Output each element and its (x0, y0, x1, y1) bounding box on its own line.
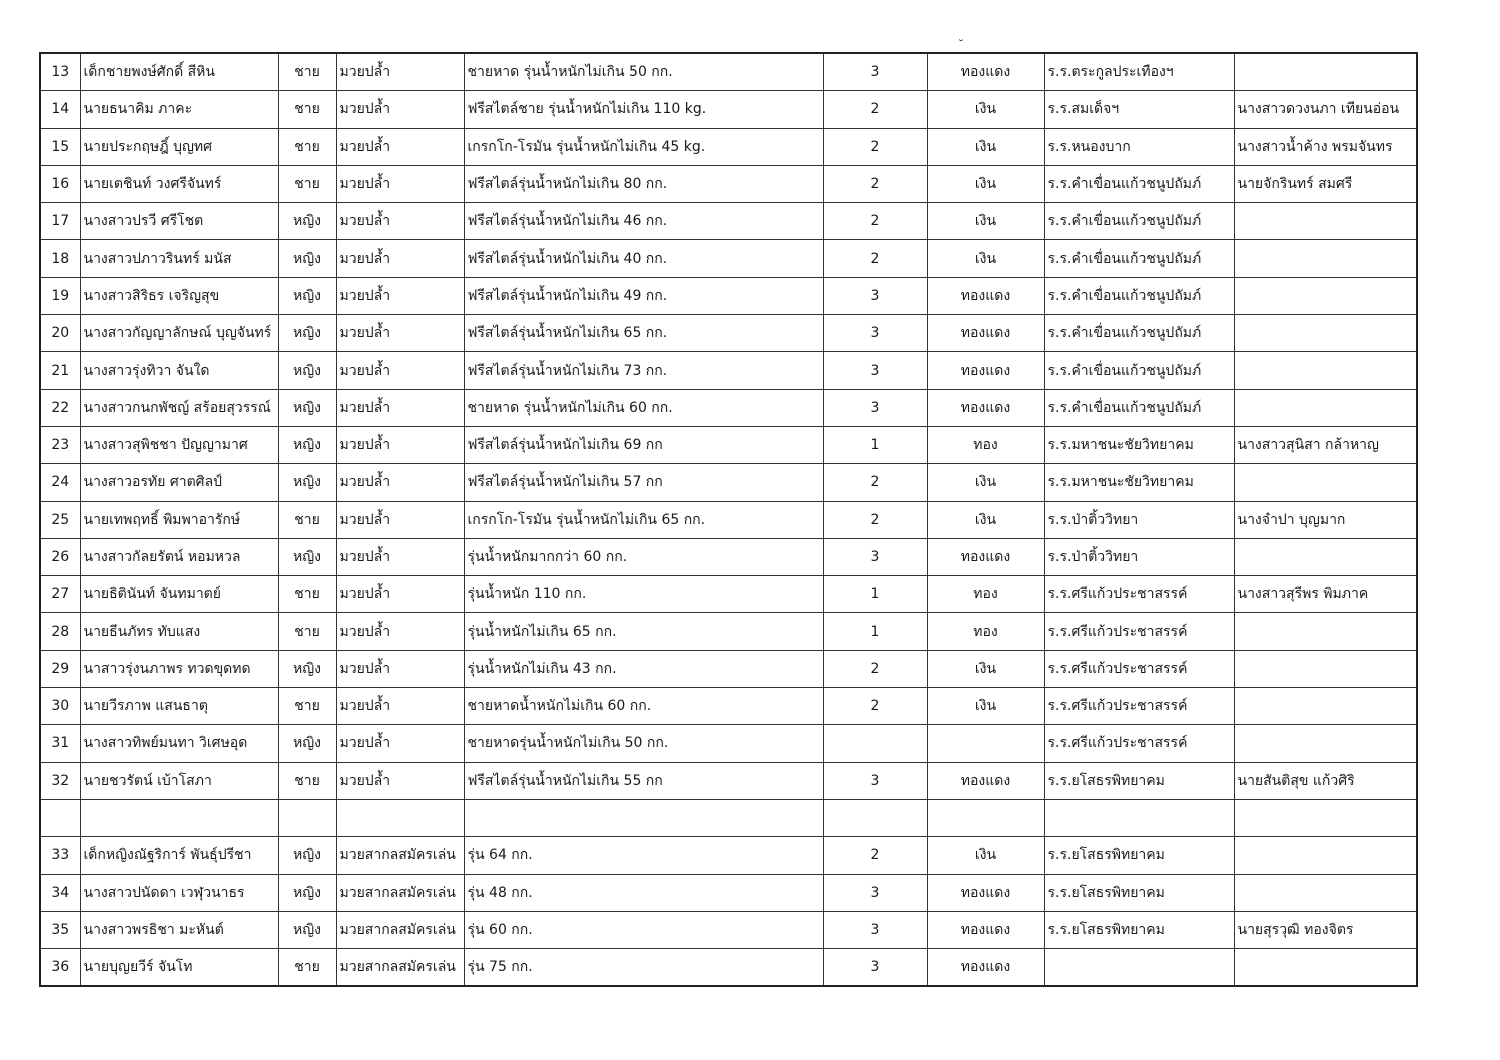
gender-cell: หญิง (278, 315, 336, 352)
school-cell: ร.ร.หนองบาก (1044, 128, 1234, 165)
event-cell: รุ่น 64 กก. (464, 837, 823, 874)
coach-cell: นางสาวน้ำค้าง พรมจันทร (1234, 128, 1417, 165)
athlete-name: นายบุญยวีร์ จันโท (80, 949, 278, 987)
gender-cell: หญิง (278, 352, 336, 389)
rank-cell: 3 (823, 538, 927, 575)
table-row (40, 240, 1417, 277)
school-cell: ร.ร.สมเด็จฯ (1044, 91, 1234, 128)
rank-cell: 2 (823, 240, 927, 277)
medal-cell: ทองแดง (927, 911, 1044, 948)
row-number: 27 (40, 576, 80, 613)
gender-cell: ชาย (278, 165, 336, 202)
table-row (40, 837, 1417, 874)
gender-cell: หญิง (278, 725, 336, 762)
row-number: 18 (40, 240, 80, 277)
row-number: 19 (40, 277, 80, 314)
gender-cell: ชาย (278, 576, 336, 613)
table-row (40, 277, 1417, 314)
gender-cell: ชาย (278, 688, 336, 725)
medal-cell: ทองแดง (927, 949, 1044, 987)
sport-cell: มวยสากลสมัครเล่น (336, 874, 464, 911)
row-number: 30 (40, 688, 80, 725)
medal-cell: เงิน (927, 464, 1044, 501)
medal-cell: เงิน (927, 837, 1044, 874)
coach-cell (1234, 613, 1417, 650)
rank-cell: 1 (823, 426, 927, 463)
event-cell: ฟรีสไตล์ชาย รุ่นน้ำหนักไม่เกิน 110 kg. (464, 91, 823, 128)
athlete-name: นางสาวปรวี ศรีโชต (80, 203, 278, 240)
school-cell: ร.ร.ป่าติ้ววิทยา (1044, 501, 1234, 538)
sport-cell: มวยปล้ำ (336, 426, 464, 463)
event-cell: เกรกโก-โรมัน รุ่นน้ำหนักไม่เกิน 45 kg. (464, 128, 823, 165)
athlete-name: นายเตชินท์ วงศรีจันทร์ (80, 165, 278, 202)
row-number: 26 (40, 538, 80, 575)
school-cell: ร.ร.คำเขื่อนแก้วชนูปถัมภ์ (1044, 315, 1234, 352)
athlete-name: นายประกฤษฎิ์ บุญทศ (80, 128, 278, 165)
sport-cell: มวยปล้ำ (336, 352, 464, 389)
rank-cell: 3 (823, 352, 927, 389)
event-cell: เกรกโก-โรมัน รุ่นน้ำหนักไม่เกิน 65 กก. (464, 501, 823, 538)
table-row (40, 352, 1417, 389)
sport-cell: มวยสากลสมัครเล่น (336, 911, 464, 948)
coach-cell: นายสุรวุฒิ ทองจิตร (1234, 911, 1417, 948)
table-row (40, 949, 1417, 987)
rank-cell: 2 (823, 128, 927, 165)
school-cell: ร.ร.ป่าติ้ววิทยา (1044, 538, 1234, 575)
athlete-name: นายธนาคิม ภาคะ (80, 91, 278, 128)
coach-cell (1234, 799, 1417, 836)
table-row (40, 389, 1417, 426)
table-row (40, 464, 1417, 501)
school-cell (1044, 949, 1234, 987)
gender-cell: หญิง (278, 240, 336, 277)
coach-cell (1234, 949, 1417, 987)
event-cell: ฟรีสไตล์รุ่นน้ำหนักไม่เกิน 73 กก. (464, 352, 823, 389)
coach-cell: นางสาวสุรีพร พิมภาค (1234, 576, 1417, 613)
sport-cell (336, 799, 464, 836)
table-row (40, 315, 1417, 352)
school-cell: ร.ร.มหาชนะชัยวิทยาคม (1044, 464, 1234, 501)
event-cell: ฟรีสไตล์รุ่นน้ำหนักไม่เกิน 69 กก (464, 426, 823, 463)
sport-cell: มวยปล้ำ (336, 688, 464, 725)
sport-cell: มวยปล้ำ (336, 165, 464, 202)
medal-cell: ทองแดง (927, 277, 1044, 314)
sport-cell: มวยสากลสมัครเล่น (336, 949, 464, 987)
medal-cell: ทองแดง (927, 352, 1044, 389)
rank-cell: 3 (823, 389, 927, 426)
sport-cell: มวยปล้ำ (336, 538, 464, 575)
coach-cell: นางสาวสุนิสา กล้าหาญ (1234, 426, 1417, 463)
row-number: 13 (40, 53, 80, 91)
school-cell: ร.ร.ศรีแก้วประชาสรรค์ (1044, 688, 1234, 725)
rank-cell: 3 (823, 277, 927, 314)
row-number: 15 (40, 128, 80, 165)
gender-cell: หญิง (278, 277, 336, 314)
gender-cell: หญิง (278, 426, 336, 463)
event-cell: รุ่นน้ำหนักมากกว่า 60 กก. (464, 538, 823, 575)
coach-cell: นายสันติสุข แก้วศิริ (1234, 762, 1417, 799)
rank-cell: 2 (823, 837, 927, 874)
gender-cell: ชาย (278, 501, 336, 538)
event-cell: ฟรีสไตล์รุ่นน้ำหนักไม่เกิน 65 กก. (464, 315, 823, 352)
event-cell: ฟรีสไตล์รุ่นน้ำหนักไม่เกิน 57 กก (464, 464, 823, 501)
school-cell: ร.ร.ศรีแก้วประชาสรรค์ (1044, 725, 1234, 762)
athlete-name: นางสาวสุพิชชา ปัญญามาศ (80, 426, 278, 463)
gender-cell: ชาย (278, 762, 336, 799)
sport-cell: มวยปล้ำ (336, 762, 464, 799)
sport-cell: มวยปล้ำ (336, 725, 464, 762)
results-table (39, 52, 1418, 987)
page-mark: ˘ (958, 38, 964, 52)
table-row (40, 911, 1417, 948)
medal-cell: เงิน (927, 128, 1044, 165)
table-row (40, 688, 1417, 725)
school-cell: ร.ร.ตระกูลประเทืองฯ (1044, 53, 1234, 91)
row-number: 23 (40, 426, 80, 463)
event-cell: ฟรีสไตล์รุ่นน้ำหนักไม่เกิน 46 กก. (464, 203, 823, 240)
row-number: 17 (40, 203, 80, 240)
event-cell: ฟรีสไตล์รุ่นน้ำหนักไม่เกิน 55 กก (464, 762, 823, 799)
table-row (40, 799, 1417, 836)
coach-cell (1234, 315, 1417, 352)
gender-cell: ชาย (278, 91, 336, 128)
medal-cell: ทองแดง (927, 538, 1044, 575)
row-number (40, 799, 80, 836)
athlete-name: นางสาวกัลยรัตน์ หอมหวล (80, 538, 278, 575)
sport-cell: มวยสากลสมัครเล่น (336, 837, 464, 874)
coach-cell (1234, 538, 1417, 575)
school-cell (1044, 799, 1234, 836)
athlete-name: นายวีรภาพ แสนธาตุ (80, 688, 278, 725)
athlete-name: นางสาวทิพย์มนทา วิเศษอุด (80, 725, 278, 762)
event-cell: ฟรีสไตล์รุ่นน้ำหนักไม่เกิน 40 กก. (464, 240, 823, 277)
rank-cell: 2 (823, 91, 927, 128)
athlete-name: นางสาวปภาวรินทร์ มนัส (80, 240, 278, 277)
sport-cell: มวยปล้ำ (336, 576, 464, 613)
table-row (40, 53, 1417, 91)
athlete-name: นาสาวรุ่งนภาพร ทวดขุดทด (80, 650, 278, 687)
row-number: 14 (40, 91, 80, 128)
medal-cell: ทองแดง (927, 53, 1044, 91)
coach-cell: นางสาวดวงนภา เทียนอ่อน (1234, 91, 1417, 128)
rank-cell: 3 (823, 874, 927, 911)
row-number: 20 (40, 315, 80, 352)
event-cell: ชายหาดรุ่นน้ำหนักไม่เกิน 50 กก. (464, 725, 823, 762)
athlete-name: เด็กชายพงษ์ศักดิ์ สีหิน (80, 53, 278, 91)
coach-cell (1234, 203, 1417, 240)
medal-cell (927, 725, 1044, 762)
athlete-name: เด็กหญิงณัฐริการ์ พันธุ์ปรีชา (80, 837, 278, 874)
gender-cell: หญิง (278, 538, 336, 575)
rank-cell: 3 (823, 315, 927, 352)
medal-cell: ทองแดง (927, 762, 1044, 799)
results-table-body (40, 53, 1417, 986)
coach-cell (1234, 688, 1417, 725)
row-number: 34 (40, 874, 80, 911)
gender-cell: หญิง (278, 650, 336, 687)
row-number: 28 (40, 613, 80, 650)
school-cell: ร.ร.คำเขื่อนแก้วชนูปถัมภ์ (1044, 389, 1234, 426)
rank-cell: 2 (823, 165, 927, 202)
table-row (40, 91, 1417, 128)
medal-cell: เงิน (927, 688, 1044, 725)
gender-cell: หญิง (278, 837, 336, 874)
table-row (40, 538, 1417, 575)
sport-cell: มวยปล้ำ (336, 315, 464, 352)
table-row (40, 426, 1417, 463)
event-cell: ฟรีสไตล์รุ่นน้ำหนักไม่เกิน 80 กก. (464, 165, 823, 202)
row-number: 25 (40, 501, 80, 538)
sport-cell: มวยปล้ำ (336, 464, 464, 501)
sport-cell: มวยปล้ำ (336, 501, 464, 538)
sport-cell: มวยปล้ำ (336, 650, 464, 687)
athlete-name (80, 799, 278, 836)
coach-cell: นายจักรินทร์ สมศรี (1234, 165, 1417, 202)
rank-cell: 2 (823, 501, 927, 538)
athlete-name: นางสาวอรทัย ศาตศิลป์ (80, 464, 278, 501)
gender-cell (278, 799, 336, 836)
gender-cell: ชาย (278, 53, 336, 91)
coach-cell (1234, 389, 1417, 426)
sport-cell: มวยปล้ำ (336, 91, 464, 128)
gender-cell: หญิง (278, 389, 336, 426)
table-row (40, 165, 1417, 202)
sport-cell: มวยปล้ำ (336, 277, 464, 314)
row-number: 36 (40, 949, 80, 987)
coach-cell: นางจำปา บุญมาก (1234, 501, 1417, 538)
rank-cell: 2 (823, 203, 927, 240)
athlete-name: นางสาวพรธิชา มะหันต์ (80, 911, 278, 948)
medal-cell: ทอง (927, 576, 1044, 613)
rank-cell: 3 (823, 53, 927, 91)
event-cell: รุ่น 60 กก. (464, 911, 823, 948)
table-row (40, 613, 1417, 650)
row-number: 22 (40, 389, 80, 426)
rank-cell: 2 (823, 688, 927, 725)
gender-cell: ชาย (278, 949, 336, 987)
athlete-name: นายธีนภัทร ทับแสง (80, 613, 278, 650)
gender-cell: ชาย (278, 613, 336, 650)
sport-cell: มวยปล้ำ (336, 53, 464, 91)
row-number: 33 (40, 837, 80, 874)
coach-cell (1234, 650, 1417, 687)
table-row (40, 650, 1417, 687)
athlete-name: นางสาวรุ่งทิวา จันใด (80, 352, 278, 389)
school-cell: ร.ร.คำเขื่อนแก้วชนูปถัมภ์ (1044, 240, 1234, 277)
results-sheet (39, 52, 1418, 987)
medal-cell: ทอง (927, 426, 1044, 463)
medal-cell: เงิน (927, 240, 1044, 277)
medal-cell (927, 799, 1044, 836)
rank-cell: 3 (823, 911, 927, 948)
school-cell: ร.ร.คำเขื่อนแก้วชนูปถัมภ์ (1044, 165, 1234, 202)
school-cell: ร.ร.ยโสธรพิทยาคม (1044, 874, 1234, 911)
event-cell: รุ่นน้ำหนัก 110 กก. (464, 576, 823, 613)
coach-cell (1234, 277, 1417, 314)
medal-cell: เงิน (927, 165, 1044, 202)
table-row (40, 128, 1417, 165)
school-cell: ร.ร.ศรีแก้วประชาสรรค์ (1044, 613, 1234, 650)
gender-cell: หญิง (278, 911, 336, 948)
athlete-name: นายชวรัตน์ เบ้าโสภา (80, 762, 278, 799)
sport-cell: มวยปล้ำ (336, 240, 464, 277)
event-cell: ฟรีสไตล์รุ่นน้ำหนักไม่เกิน 49 กก. (464, 277, 823, 314)
rank-cell (823, 799, 927, 836)
table-row (40, 501, 1417, 538)
medal-cell: ทอง (927, 613, 1044, 650)
sport-cell: มวยปล้ำ (336, 389, 464, 426)
school-cell: ร.ร.ยโสธรพิทยาคม (1044, 837, 1234, 874)
row-number: 32 (40, 762, 80, 799)
event-cell: รุ่นน้ำหนักไม่เกิน 65 กก. (464, 613, 823, 650)
table-row (40, 576, 1417, 613)
event-cell: ชายหาด รุ่นน้ำหนักไม่เกิน 50 กก. (464, 53, 823, 91)
gender-cell: หญิง (278, 464, 336, 501)
school-cell: ร.ร.คำเขื่อนแก้วชนูปถัมภ์ (1044, 277, 1234, 314)
athlete-name: นางสาวปนัดดา เวฬุวนาธร (80, 874, 278, 911)
row-number: 31 (40, 725, 80, 762)
row-number: 35 (40, 911, 80, 948)
coach-cell (1234, 464, 1417, 501)
medal-cell: เงิน (927, 501, 1044, 538)
table-row (40, 203, 1417, 240)
event-cell (464, 799, 823, 836)
school-cell: ร.ร.ศรีแก้วประชาสรรค์ (1044, 650, 1234, 687)
rank-cell: 1 (823, 576, 927, 613)
event-cell: รุ่น 75 กก. (464, 949, 823, 987)
event-cell: รุ่น 48 กก. (464, 874, 823, 911)
sport-cell: มวยปล้ำ (336, 203, 464, 240)
medal-cell: เงิน (927, 203, 1044, 240)
sport-cell: มวยปล้ำ (336, 128, 464, 165)
athlete-name: นางสาวกัญญาลักษณ์ บุญจันทร์ (80, 315, 278, 352)
coach-cell (1234, 53, 1417, 91)
medal-cell: ทองแดง (927, 874, 1044, 911)
event-cell: ชายหาด รุ่นน้ำหนักไม่เกิน 60 กก. (464, 389, 823, 426)
school-cell: ร.ร.คำเขื่อนแก้วชนูปถัมภ์ (1044, 352, 1234, 389)
rank-cell: 1 (823, 613, 927, 650)
athlete-name: นายเทพฤทธิ์ พิมพาอารักษ์ (80, 501, 278, 538)
table-row (40, 725, 1417, 762)
gender-cell: หญิง (278, 874, 336, 911)
athlete-name: นางสาวสิริธร เจริญสุข (80, 277, 278, 314)
school-cell: ร.ร.ศรีแก้วประชาสรรค์ (1044, 576, 1234, 613)
rank-cell: 3 (823, 762, 927, 799)
athlete-name: นางสาวกนกพัชญ์ สร้อยสุวรรณ์ (80, 389, 278, 426)
athlete-name: นายธิตินันท์ จันทมาตย์ (80, 576, 278, 613)
coach-cell (1234, 240, 1417, 277)
table-row (40, 874, 1417, 911)
medal-cell: เงิน (927, 650, 1044, 687)
row-number: 21 (40, 352, 80, 389)
gender-cell: ชาย (278, 128, 336, 165)
row-number: 24 (40, 464, 80, 501)
medal-cell: ทองแดง (927, 315, 1044, 352)
school-cell: ร.ร.ยโสธรพิทยาคม (1044, 762, 1234, 799)
school-cell: ร.ร.มหาชนะชัยวิทยาคม (1044, 426, 1234, 463)
sport-cell: มวยปล้ำ (336, 613, 464, 650)
row-number: 16 (40, 165, 80, 202)
coach-cell (1234, 874, 1417, 911)
rank-cell: 2 (823, 650, 927, 687)
medal-cell: ทองแดง (927, 389, 1044, 426)
event-cell: ชายหาดน้ำหนักไม่เกิน 60 กก. (464, 688, 823, 725)
event-cell: รุ่นน้ำหนักไม่เกิน 43 กก. (464, 650, 823, 687)
row-number: 29 (40, 650, 80, 687)
medal-cell: เงิน (927, 91, 1044, 128)
rank-cell (823, 725, 927, 762)
school-cell: ร.ร.ยโสธรพิทยาคม (1044, 911, 1234, 948)
table-row (40, 762, 1417, 799)
coach-cell (1234, 837, 1417, 874)
rank-cell: 3 (823, 949, 927, 987)
coach-cell (1234, 725, 1417, 762)
coach-cell (1234, 352, 1417, 389)
rank-cell: 2 (823, 464, 927, 501)
gender-cell: หญิง (278, 203, 336, 240)
school-cell: ร.ร.คำเขื่อนแก้วชนูปถัมภ์ (1044, 203, 1234, 240)
